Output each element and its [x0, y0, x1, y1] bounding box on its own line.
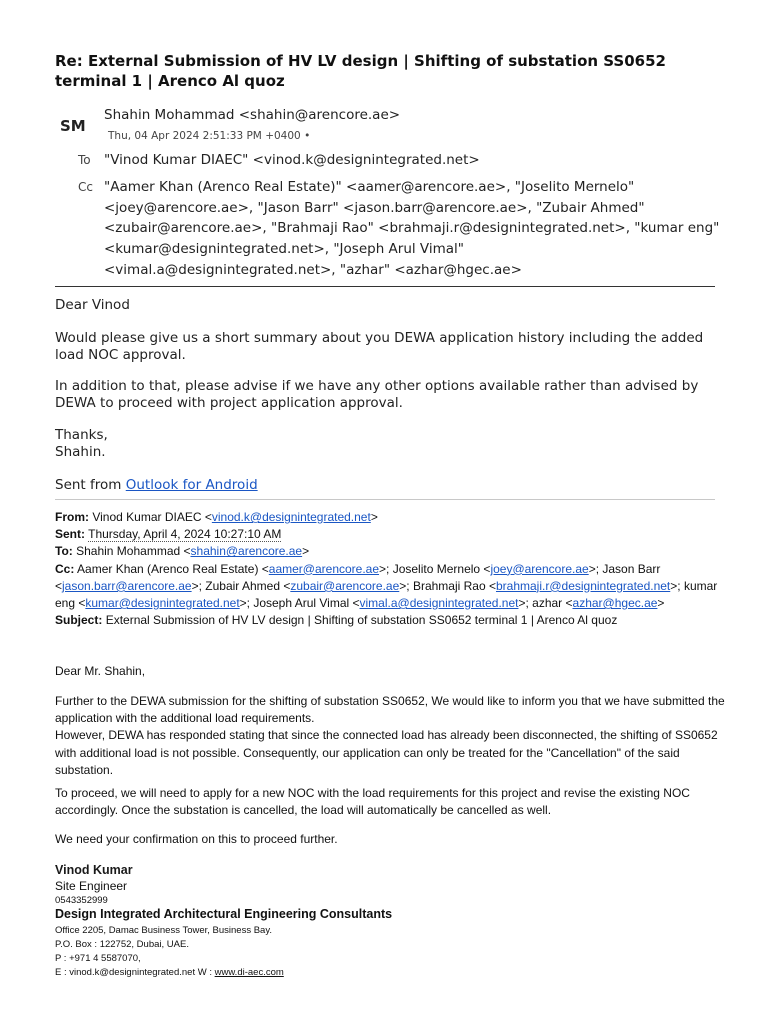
fwd-cc: Cc: Aamer Khan (Arenco Real Estate) <aamer@arencore.ae>; Joselito Mernelo <joey@arencore.ae>; Jason Barr <jason.barr@arencore.ae>; Zubair Ahmed <zubair@arencore.ae>; Brahmaji Rao <brahmaji.r@designintegrated.net>; kumar eng <kumar@designintegrated.net>; Joseph Arul Vimal <vimal.a@designintegrated.net>; azhar <azhar@hgec.ae>	[55, 561, 718, 611]
fwd-to: To: Shahin Mohammad <shahin@arencore.ae>	[55, 544, 310, 559]
header-divider	[55, 286, 715, 287]
reply-greeting: Dear Vinod	[55, 297, 130, 313]
fwd-greeting: Dear Mr. Shahin,	[55, 664, 146, 678]
signature-contact: E : vinod.k@designintegrated.net W : www.di-aec.com	[55, 967, 284, 978]
email-link[interactable]: shahin@arencore.ae	[190, 544, 303, 559]
website-link[interactable]: www.di-aec.com	[214, 967, 284, 978]
fwd-subject: Subject: External Submission of HV LV design | Shifting of substation SS0652 terminal 1 | Arenco Al quoz	[55, 613, 618, 628]
email-link[interactable]: jason.barr@arencore.ae	[62, 578, 192, 593]
email-link[interactable]: aamer@arencore.ae	[268, 561, 380, 576]
fwd-sent: Sent: Thursday, April 4, 2024 10:27:10 AM	[55, 527, 282, 542]
signature-phone-line: P : +971 4 5587070,	[55, 953, 141, 964]
sender-name[interactable]: Shahin Mohammad <shahin@arencore.ae>	[104, 107, 401, 123]
reply-paragraph: Would please give us a short summary about you DEWA application history including the added load NOC approval.	[55, 330, 704, 363]
signature-office: Office 2205, Damac Business Tower, Business Bay.	[55, 925, 273, 936]
cc-line: <vimal.a@designintegrated.net>, "azhar" <azhar@hgec.ae>	[104, 261, 522, 278]
reply-paragraph: In addition to that, please advise if we have any other options available rather than advised by DEWA to proceed with project application approval.	[55, 378, 699, 411]
email-link[interactable]: vimal.a@designintegrated.net	[359, 596, 519, 611]
cc-line: "Aamer Khan (Arenco Real Estate)" <aamer@arencore.ae>, "Joselito Mernelo"	[104, 179, 635, 195]
bullet-icon: •	[304, 130, 311, 142]
fwd-paragraph: To proceed, we will need to apply for a new NOC with the load requirements for this project and revise the existing NOC accordingly. Once the substation is cancelled, the load will automatically be cancelled as well.	[55, 786, 690, 818]
cc-line: <kumar@designintegrated.net>, "Joseph Arul Vimal"	[104, 241, 464, 258]
email-link[interactable]: kumar@designintegrated.net	[85, 596, 240, 611]
cc-line: <joey@arencore.ae>, "Jason Barr" <jason.barr@arencore.ae>, "Zubair Ahmed"	[104, 199, 645, 216]
email-link[interactable]: zubair@arencore.ae	[290, 578, 400, 593]
outlook-link[interactable]: Outlook for Android	[125, 477, 258, 493]
to-label: To	[78, 153, 91, 167]
signature-po-box: P.O. Box : 122752, Dubai, UAE.	[55, 939, 189, 950]
signature-name: Vinod Kumar	[55, 863, 133, 877]
forward-header	[55, 509, 725, 629]
forward-divider	[55, 499, 715, 500]
email-link[interactable]: vinod.k@designintegrated.net	[211, 510, 371, 524]
email-link[interactable]: brahmaji.r@designintegrated.net	[495, 578, 671, 593]
sent-date: Thu, 04 Apr 2024 2:51:33 PM +0400 •	[108, 130, 311, 142]
cc-recipients[interactable]	[104, 177, 724, 281]
cc-line: <zubair@arencore.ae>, "Brahmaji Rao" <brahmaji.r@designintegrated.net>, "kumar eng"	[104, 220, 720, 237]
sent-from: Sent from Outlook for Android	[55, 477, 258, 493]
to-recipients[interactable]: "Vinod Kumar DIAEC" <vinod.k@designintegrated.net>	[104, 152, 480, 168]
fwd-from: From: Vinod Kumar DIAEC <vinod.k@designintegrated.net>	[55, 510, 378, 524]
sender-avatar: SM	[60, 117, 86, 135]
email-link[interactable]: joey@arencore.ae	[490, 561, 589, 576]
signature-phone: 0543352999	[55, 895, 108, 906]
email-link[interactable]: azhar@hgec.ae	[572, 596, 658, 611]
reply-thanks: Thanks,	[55, 427, 108, 443]
email-subject: Re: External Submission of HV LV design | Shifting of substation SS0652 terminal 1 | Arenco Al quoz	[55, 52, 666, 90]
cc-label: Cc	[78, 180, 93, 194]
reply-signoff: Shahin.	[55, 444, 106, 460]
signature-company: Design Integrated Architectural Engineering Consultants	[55, 907, 393, 921]
fwd-paragraph: We need your confirmation on this to proceed further.	[55, 832, 338, 846]
fwd-paragraph: Further to the DEWA submission for the shifting of substation SS0652, We would like to inform you that we have submitted the application with the additional load requirements. However, DEWA has responded stating that since the connected load has already been disconnected, the shifting of SS0652 with additional load is not possible. Consequently, our application can only be treated for the "Cancellation" of the said substation.	[55, 694, 725, 777]
signature-title: Site Engineer	[55, 879, 128, 893]
